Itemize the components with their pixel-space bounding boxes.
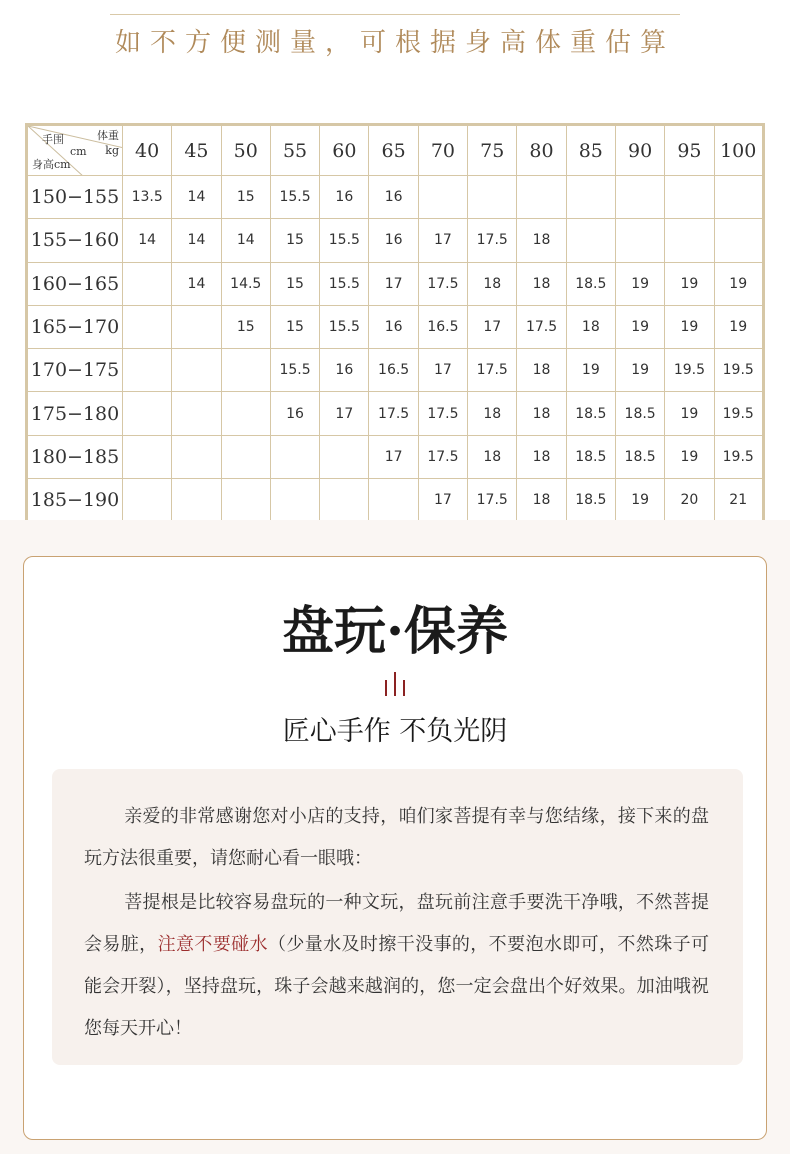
weight-header-row (27, 125, 764, 176)
size-cell: 17.5 (468, 219, 517, 262)
size-cell (615, 219, 664, 262)
height-range-cell: 185−190 (27, 479, 123, 522)
height-unit: cm (54, 158, 71, 171)
size-cell (320, 479, 369, 522)
size-cell: 17 (369, 262, 418, 305)
size-cell: 15 (270, 305, 319, 348)
size-cell: 19 (714, 305, 763, 348)
size-cell (123, 305, 172, 348)
weight-header-cell: 85 (566, 125, 615, 176)
size-cell (221, 479, 270, 522)
weight-header-cell: 55 (270, 125, 319, 176)
water-warning: 注意不要碰水 (157, 934, 268, 955)
size-cell: 18 (468, 262, 517, 305)
size-cell (270, 479, 319, 522)
top-divider (110, 14, 680, 15)
size-cell (665, 219, 714, 262)
size-cell: 18.5 (566, 479, 615, 522)
size-cell: 18 (468, 392, 517, 435)
size-cell: 18 (517, 262, 566, 305)
size-cell: 17.5 (418, 392, 467, 435)
size-cell (517, 176, 566, 219)
size-cell: 16.5 (369, 349, 418, 392)
size-cell (221, 349, 270, 392)
height-label: 身高 (32, 158, 54, 171)
care-instructions (52, 769, 743, 1065)
size-cell: 19 (615, 349, 664, 392)
care-paragraph-2-end: （少量水及时擦干没事的，不要泡水即可，不然珠子可能会开裂），坚持盘玩，珠子会越来越润的，您一定会盘出个好效果。加油哦祝您每天开心！ (84, 934, 710, 1039)
size-cell: 14 (172, 219, 221, 262)
size-cell: 18 (517, 392, 566, 435)
size-row (27, 262, 764, 305)
weight-label: 体重 (97, 129, 119, 142)
size-cell (566, 219, 615, 262)
size-cell: 19 (566, 349, 615, 392)
size-cell (615, 176, 664, 219)
size-cell: 18.5 (615, 392, 664, 435)
size-cell: 17.5 (468, 349, 517, 392)
size-cell: 15 (221, 176, 270, 219)
size-cell (270, 435, 319, 478)
weight-header-cell: 90 (615, 125, 664, 176)
size-cell (468, 176, 517, 219)
care-paragraph-2 (84, 882, 709, 1050)
weight-header-cell: 100 (714, 125, 763, 176)
size-cell: 19.5 (714, 349, 763, 392)
size-cell (714, 176, 763, 219)
care-title: 盘玩·保养 (281, 601, 509, 662)
size-cell: 18 (566, 305, 615, 348)
size-cell (221, 435, 270, 478)
size-cell: 18 (517, 479, 566, 522)
weight-unit: kg (105, 144, 119, 157)
height-range-cell: 170−175 (27, 349, 123, 392)
size-row (27, 349, 764, 392)
size-cell: 16.5 (418, 305, 467, 348)
size-cell (320, 435, 369, 478)
size-cell (123, 479, 172, 522)
size-cell (172, 479, 221, 522)
size-cell (172, 305, 221, 348)
weight-header-cell: 50 (221, 125, 270, 176)
size-row (27, 305, 764, 348)
size-row (27, 392, 764, 435)
size-cell: 16 (369, 305, 418, 348)
size-cell: 14 (123, 219, 172, 262)
size-row (27, 479, 764, 522)
size-cell: 16 (270, 392, 319, 435)
size-cell: 16 (320, 349, 369, 392)
weight-header-cell: 95 (665, 125, 714, 176)
size-cell: 14 (172, 176, 221, 219)
size-row (27, 219, 764, 262)
weight-header-cell: 60 (320, 125, 369, 176)
care-paragraph-1 (84, 796, 709, 880)
size-cell (418, 176, 467, 219)
size-cell: 18 (517, 349, 566, 392)
size-table (25, 123, 765, 523)
size-chart-section (0, 0, 790, 520)
size-cell: 17 (320, 392, 369, 435)
size-cell: 21 (714, 479, 763, 522)
size-cell (172, 349, 221, 392)
size-cell: 17.5 (517, 305, 566, 348)
size-cell: 14 (172, 262, 221, 305)
measure-note: 如不方便测量，可根据身高体重估算 (114, 28, 675, 58)
size-cell: 14.5 (221, 262, 270, 305)
care-paragraph-2-start: 菩提根是比较容易盘玩的一种文玩，盘玩前注意手要洗干净哦，不然菩提会易脏， (84, 892, 709, 955)
size-cell (172, 435, 221, 478)
size-cell (123, 262, 172, 305)
care-paragraph-1-text: 亲爱的非常感谢您对小店的支持，咱们家菩提有幸与您结缘，接下来的盘玩方法很重要，请您耐心看一眼哦： (84, 806, 709, 869)
care-subtitle: 匠心手作 不负光阴 (282, 716, 508, 747)
size-cell: 17.5 (468, 479, 517, 522)
height-range-cell: 175−180 (27, 392, 123, 435)
size-cell (221, 392, 270, 435)
weight-header-cell: 65 (369, 125, 418, 176)
size-cell (123, 435, 172, 478)
size-cell: 19 (615, 305, 664, 348)
size-cell: 15.5 (320, 305, 369, 348)
size-cell: 18.5 (566, 435, 615, 478)
height-range-cell: 160−165 (27, 262, 123, 305)
height-range-cell: 150−155 (27, 176, 123, 219)
ornament-icon (379, 668, 411, 700)
height-label-group (32, 156, 71, 172)
size-cell: 18.5 (615, 435, 664, 478)
size-cell: 20 (665, 479, 714, 522)
size-cell: 17.5 (418, 262, 467, 305)
size-cell: 19.5 (714, 392, 763, 435)
size-cell: 16 (369, 219, 418, 262)
weight-header-cell: 40 (123, 125, 172, 176)
size-cell (566, 176, 615, 219)
size-cell: 19 (665, 392, 714, 435)
height-range-cell: 155−160 (27, 219, 123, 262)
size-cell (123, 392, 172, 435)
size-cell: 19 (615, 479, 664, 522)
size-cell: 18.5 (566, 262, 615, 305)
weight-header-cell: 80 (517, 125, 566, 176)
size-cell: 17.5 (369, 392, 418, 435)
care-section (0, 520, 790, 1154)
size-cell (714, 219, 763, 262)
size-cell: 18.5 (566, 392, 615, 435)
size-cell: 19 (665, 262, 714, 305)
weight-header-cell: 70 (418, 125, 467, 176)
size-cell: 17 (369, 435, 418, 478)
size-row (27, 176, 764, 219)
size-cell (665, 176, 714, 219)
size-cell: 19 (665, 435, 714, 478)
table-corner-cell (27, 125, 123, 176)
size-cell: 16 (320, 176, 369, 219)
size-cell: 19.5 (665, 349, 714, 392)
size-cell: 19 (665, 305, 714, 348)
weight-header-cell: 75 (468, 125, 517, 176)
size-cell (123, 349, 172, 392)
size-cell: 16 (369, 176, 418, 219)
size-cell: 17 (468, 305, 517, 348)
size-cell: 15.5 (320, 219, 369, 262)
size-cell (369, 479, 418, 522)
wrist-unit: cm (70, 145, 87, 158)
care-card (23, 556, 767, 1140)
size-cell: 15.5 (320, 262, 369, 305)
size-cell: 14 (221, 219, 270, 262)
size-cell: 15 (270, 219, 319, 262)
wrist-label: 手围 (42, 133, 64, 146)
size-cell: 17 (418, 219, 467, 262)
size-cell: 13.5 (123, 176, 172, 219)
height-range-cell: 180−185 (27, 435, 123, 478)
size-row (27, 435, 764, 478)
size-cell: 17 (418, 479, 467, 522)
size-cell (172, 392, 221, 435)
size-cell: 17.5 (418, 435, 467, 478)
size-cell: 19 (714, 262, 763, 305)
weight-header-cell: 45 (172, 125, 221, 176)
size-cell: 18 (517, 219, 566, 262)
size-cell: 18 (468, 435, 517, 478)
size-cell: 18 (517, 435, 566, 478)
size-cell: 15 (221, 305, 270, 348)
size-cell: 15.5 (270, 176, 319, 219)
size-cell: 19.5 (714, 435, 763, 478)
size-cell: 15.5 (270, 349, 319, 392)
size-cell: 17 (418, 349, 467, 392)
size-cell: 15 (270, 262, 319, 305)
size-cell: 19 (615, 262, 664, 305)
height-range-cell: 165−170 (27, 305, 123, 348)
